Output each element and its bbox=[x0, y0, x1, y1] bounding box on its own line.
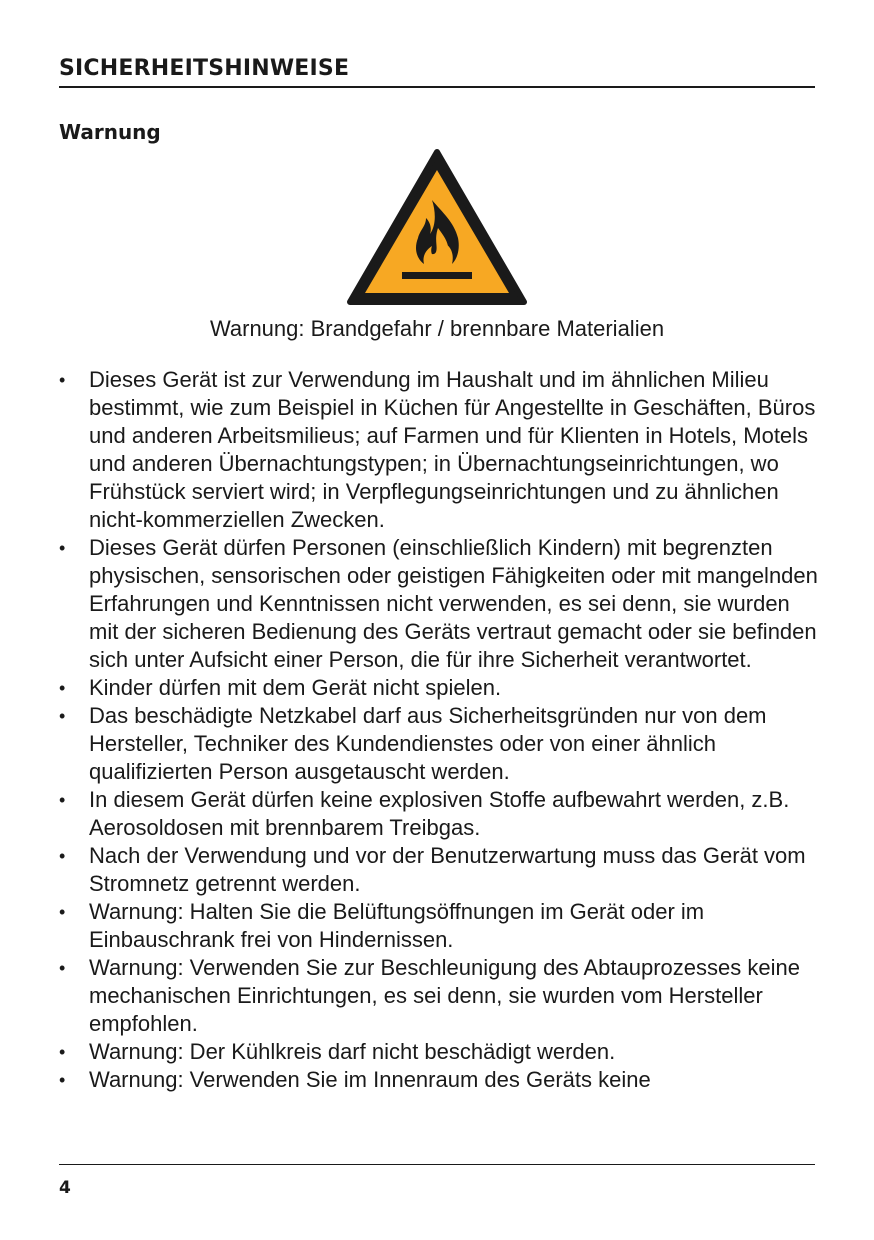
page-title: SICHERHEITSHINWEISE bbox=[59, 56, 350, 81]
list-item bbox=[59, 898, 824, 954]
list-item bbox=[59, 534, 824, 674]
bullet-marker: • bbox=[59, 790, 66, 810]
warning-caption: Warnung: Brandgefahr / brennbare Materialien bbox=[209, 316, 665, 341]
bullet-marker: • bbox=[59, 706, 66, 726]
list-item bbox=[59, 366, 824, 534]
bullet-marker: • bbox=[59, 1042, 66, 1062]
list-item-text: Warnung: Verwenden Sie im Innenraum des Geräts keine bbox=[89, 1067, 651, 1092]
bullet-marker: • bbox=[59, 1070, 66, 1090]
list-item bbox=[59, 702, 824, 786]
flame-base-bar bbox=[402, 272, 472, 279]
list-item bbox=[59, 674, 824, 702]
list-item-text: Dieses Gerät ist zur Verwendung im Haushalt und im ähnlichen Milieu bestimmt, wie zum Beispiel in Küchen für Angestellte in Geschäften, Büros und anderen Arbeitsmilieus; auf Farmen und für Klienten in Hotels, Motels und anderen Übernachtungstypen; in Übernachtungseinrichtungen, wo Frühstück serviert wird; in Verpflegungseinrichtungen und zu ähnlichen nicht-kommerziellen Zwecken. bbox=[89, 367, 816, 532]
list-item-text: Warnung: Der Kühlkreis darf nicht beschädigt werden. bbox=[89, 1039, 616, 1064]
list-item bbox=[59, 786, 824, 842]
bullet-marker: • bbox=[59, 958, 66, 978]
bullet-marker: • bbox=[59, 678, 66, 698]
flammable-warning-icon bbox=[346, 148, 528, 308]
list-item bbox=[59, 1038, 824, 1066]
footer-divider bbox=[59, 1164, 815, 1165]
list-item-text: Warnung: Verwenden Sie zur Beschleunigung des Abtauprozesses keine mechanischen Einrichtungen, es sei denn, sie wurden vom Hersteller empfohlen. bbox=[89, 955, 800, 1036]
warning-heading: Warnung bbox=[59, 120, 161, 144]
bullet-marker: • bbox=[59, 846, 66, 866]
list-item bbox=[59, 842, 824, 898]
list-item bbox=[59, 954, 824, 1038]
safety-notes-list bbox=[59, 366, 824, 1094]
list-item-text: Nach der Verwendung und vor der Benutzerwartung muss das Gerät vom Stromnetz getrennt werden. bbox=[89, 843, 806, 896]
list-item-text: Das beschädigte Netzkabel darf aus Sicherheitsgründen nur von dem Hersteller, Techniker des Kundendienstes oder von einer ähnlich qualifizierten Person ausgetauscht werden. bbox=[89, 703, 767, 784]
list-item-text: In diesem Gerät dürfen keine explosiven Stoffe aufbewahrt werden, z.B. Aerosoldosen mit brennbarem Treibgas. bbox=[89, 787, 790, 840]
page-number: 4 bbox=[59, 1178, 71, 1198]
bullet-marker: • bbox=[59, 902, 66, 922]
list-item-text: Kinder dürfen mit dem Gerät nicht spielen. bbox=[89, 675, 502, 700]
title-divider bbox=[59, 86, 815, 88]
bullet-marker: • bbox=[59, 538, 66, 558]
list-item-text: Dieses Gerät dürfen Personen (einschließlich Kindern) mit begrenzten physischen, sensorischen oder geistigen Fähigkeiten oder mit mangelnden Erfahrungen und Kenntnissen nicht verwenden, es sei denn, sie wurden mit der sicheren Bedienung des Geräts vertraut gemacht oder sie befinden sich unter Aufsicht einer Person, die für ihre Sicherheit verantwortet. bbox=[89, 535, 818, 672]
bullet-marker: • bbox=[59, 370, 66, 390]
list-item-text: Warnung: Halten Sie die Belüftungsöffnungen im Gerät oder im Einbauschrank frei von Hindernissen. bbox=[89, 899, 705, 952]
list-item bbox=[59, 1066, 824, 1094]
